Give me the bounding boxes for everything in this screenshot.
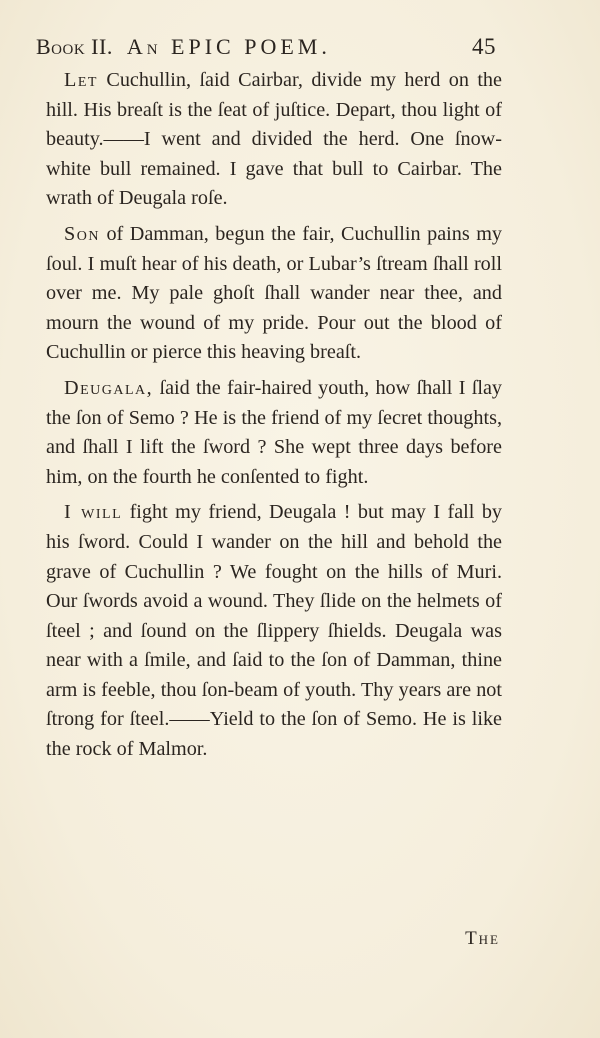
paragraph-text: of Damman, begun the fair, Cuchullin pains my ſoul. I muſt hear of his death, or Lubar’s ſtream ſhall roll over me. My pale ghoſt ſhall wander near thee, and mourn the wound of my pride. Pour out the blood of Cuchullin or pierce this heaving breaſt. [46,222,503,364]
page-number: 45 [472,34,496,59]
paragraph-first-word: Son [64,222,100,245]
paragraph-text: fight my friend, Deugala ! but may I fall by his ſword. Could I wander on the hill and behold the grave of Cuchullin ? We fought on the hills of Muri. Our ſwords avoid a wound. They ſlide on the helmets of ſteel ; and ſound on the ſlippery ſhields. Deugala was near with a ſmile, and ſaid to the ſon of Damman, thine arm is feeble, thou ſon-beam of youth. Thy years are not ſtrong for ſteel.——Yield to the ſon of Semo. He is like the rock of Malmor. [46,501,503,761]
body-text [46,66,502,771]
paragraph-text: ſaid the fair-haired youth, how ſhall I ſlay the ſon of Semo ? He is the friend of my ſecret thoughts, and ſhall I lift the ſword ? She wept three days before him, on the fourth he conſented to fight. [46,376,502,488]
paragraph [46,374,502,492]
paragraph-first-word: Let [64,69,98,91]
paragraph [46,498,502,764]
paragraph-text: Cuchullin, ſaid Cairbar, divide my herd on the hill. His breaſt is the ſeat of juſtice. Depart, thou light of beauty.——I went and divided the herd. One ſnow-white bull remained. I gave that bull to Cairbar. The wrath of Deugala roſe. [46,69,502,210]
paragraph [46,66,502,214]
running-head [36,34,331,60]
paragraph-first-word: Deugala, [64,376,154,399]
running-head-book: Book II. [36,34,113,59]
running-header [36,34,496,64]
paragraph [46,220,502,368]
running-head-title: An EPIC POEM. [126,34,331,59]
paragraph-first-word: I will [64,501,123,524]
catchword: The [465,928,500,949]
